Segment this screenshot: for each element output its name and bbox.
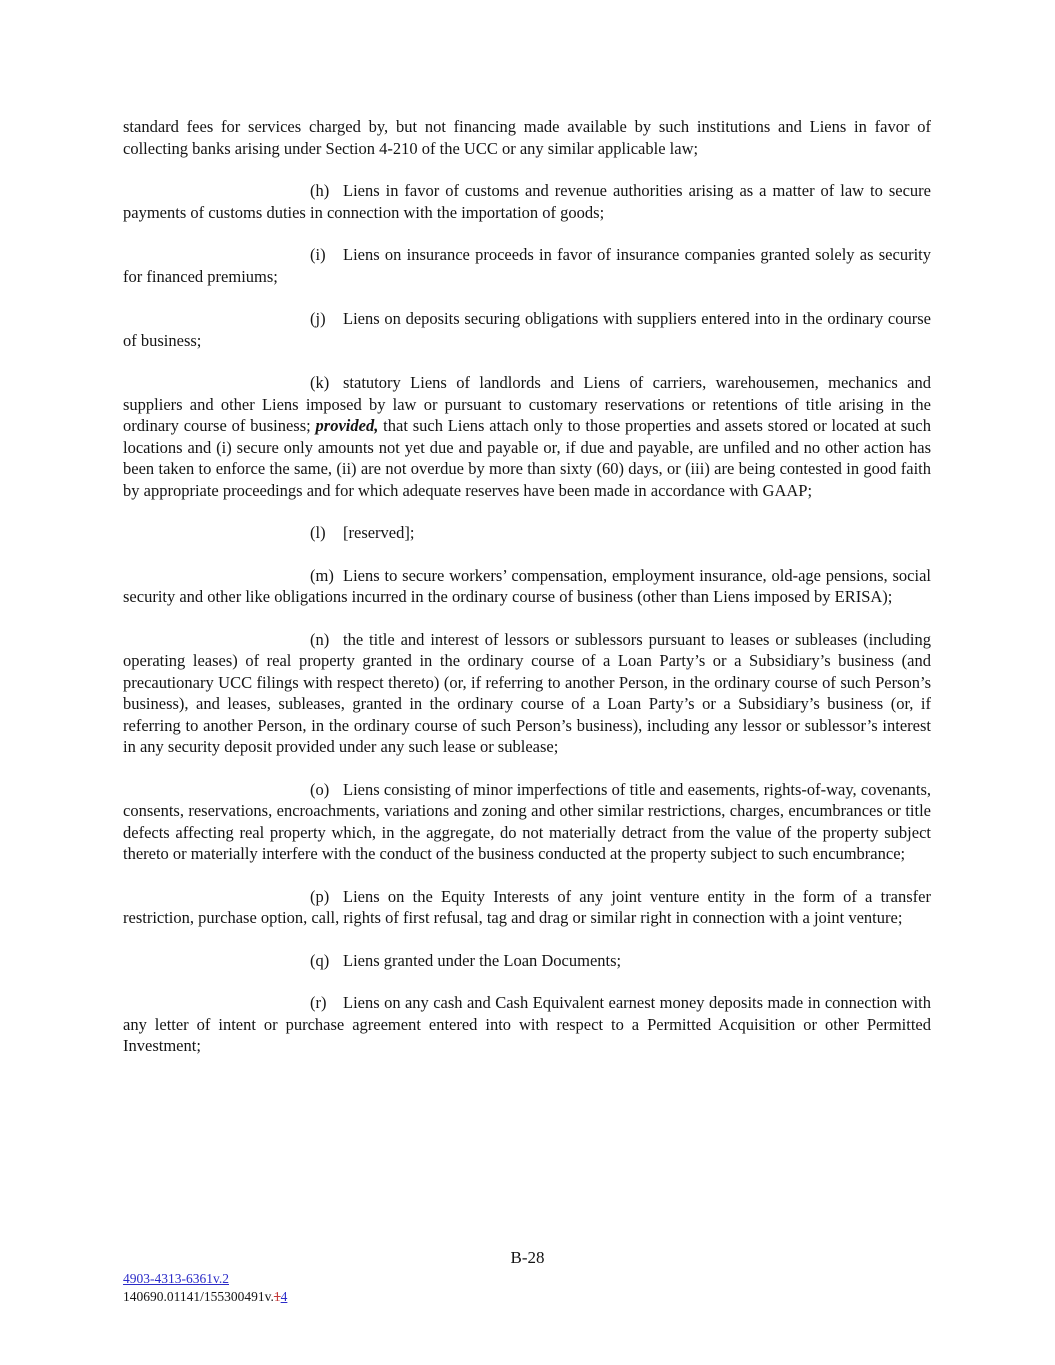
clause-text: Liens granted under the Loan Documents; bbox=[343, 950, 622, 970]
clause-text: standard fees for services charged by, but not financing made available by such institutions and Liens in favor of collecting banks arising under Section 4-210 of the UCC or any similar applicable law; bbox=[123, 117, 931, 158]
continuation-paragraph bbox=[123, 116, 931, 159]
clause-label: (n) bbox=[310, 629, 330, 649]
clause-paragraph-r bbox=[123, 992, 931, 1057]
emphasized-text: provided, bbox=[315, 416, 379, 435]
clause-paragraph-o bbox=[123, 779, 931, 865]
clause-label: (o) bbox=[310, 779, 330, 799]
clause-paragraph-j bbox=[123, 308, 931, 351]
footer bbox=[123, 1270, 287, 1306]
clause-label: (r) bbox=[310, 993, 327, 1012]
clause-label: (k) bbox=[310, 373, 330, 392]
clause-paragraph-n bbox=[123, 629, 931, 758]
clause-paragraph-h bbox=[123, 180, 931, 223]
clause-paragraph-p bbox=[123, 886, 931, 929]
footer-matter-line bbox=[123, 1288, 287, 1306]
clause-text: Liens in favor of customs and revenue authorities arising as a matter of law to secure payments of customs duties in connection with the importation of goods; bbox=[123, 181, 931, 222]
clause-label: (p) bbox=[310, 886, 330, 906]
clause-paragraph-m bbox=[123, 565, 931, 608]
clause-text: Liens on deposits securing obligations with suppliers entered into in the ordinary course of business; bbox=[123, 309, 931, 350]
clause-paragraph-i bbox=[123, 244, 931, 287]
page-number: B-28 bbox=[510, 1248, 545, 1267]
clause-label: (h) bbox=[310, 181, 330, 200]
inserted-version-text: 4 bbox=[280, 1289, 288, 1304]
footer-doc-id-line bbox=[123, 1270, 287, 1288]
clause-text: [reserved]; bbox=[343, 523, 415, 542]
clause-text: statutory Liens of landlords and Liens of carriers, warehousemen, mechanics and suppliers and other Liens imposed by law or pursuant to customary reservations or retentions of title arising in the ordinary course of business; bbox=[123, 373, 931, 435]
body-text bbox=[123, 116, 931, 1057]
clause-text: that such Liens attach only to those properties and assets stored or located at such locations and (i) secure only amounts not yet due and payable or, if due and payable, are unfiled and no other action has been taken to enforce the same, (ii) are not overdue by more than sixty (60) days, or (iii) are being contested in good faith by appropriate proceedings and for which adequate reserves have been made in accordance with GAAP; bbox=[123, 416, 931, 500]
clause-paragraph-l bbox=[123, 522, 931, 544]
clause-text: Liens on any cash and Cash Equivalent earnest money deposits made in connection with any letter of intent or purchase agreement entered into with respect to a Permitted Acquisition or other Permitted Investment; bbox=[123, 993, 931, 1055]
clause-text: Liens consisting of minor imperfections of title and easements, rights-of-way, covenants, consents, reservations, encroachments, variations and zoning and other similar restrictions, charges, encumbrances or title defects affecting real property which, in the aggregate, do not materially detract from the value of the property subject thereto or materially interfere with the conduct of the business conducted at the property subject to such encumbrance; bbox=[123, 779, 931, 863]
matter-number-text: 140690.01141/155300491v. bbox=[123, 1289, 274, 1304]
clause-label: (q) bbox=[310, 950, 330, 970]
clause-paragraph-q bbox=[123, 950, 931, 972]
deleted-version-text: 1 bbox=[273, 1289, 281, 1304]
clause-label: (i) bbox=[310, 245, 326, 264]
clause-text: Liens to secure workers’ compensation, employment insurance, old-age pensions, social security and other like obligations incurred in the ordinary course of business (other than Liens imposed by ERISA); bbox=[123, 565, 931, 606]
clause-text: Liens on the Equity Interests of any joint venture entity in the form of a transfer restriction, purchase option, call, rights of first refusal, tag and drag or similar right in connection with a joint venture; bbox=[123, 886, 931, 927]
clause-text: the title and interest of lessors or sublessors pursuant to leases or subleases (including operating leases) of real property granted in the ordinary course of a Loan Party’s or a Subsidiary’s business (and precautionary UCC filings with respect thereto) (or, if referring to another Person, in the ordinary course of such Person’s business), and leases, subleases, granted in the ordinary course of a Loan Party’s or a Subsidiary’s business (or, if referring to another Person, in the ordinary course of such Person’s business), including any lessor or sublessor’s interest in any security deposit provided under any such lease or sublease; bbox=[123, 629, 931, 756]
doc-id-text: 4903-4313-6361v.2 bbox=[123, 1271, 229, 1286]
clause-text: Liens on insurance proceeds in favor of insurance companies granted solely as security for financed premiums; bbox=[123, 245, 931, 286]
clause-label: (l) bbox=[310, 523, 326, 542]
clause-label: (j) bbox=[310, 309, 326, 328]
clause-paragraph-k bbox=[123, 372, 931, 501]
clause-label: (m) bbox=[310, 565, 334, 585]
